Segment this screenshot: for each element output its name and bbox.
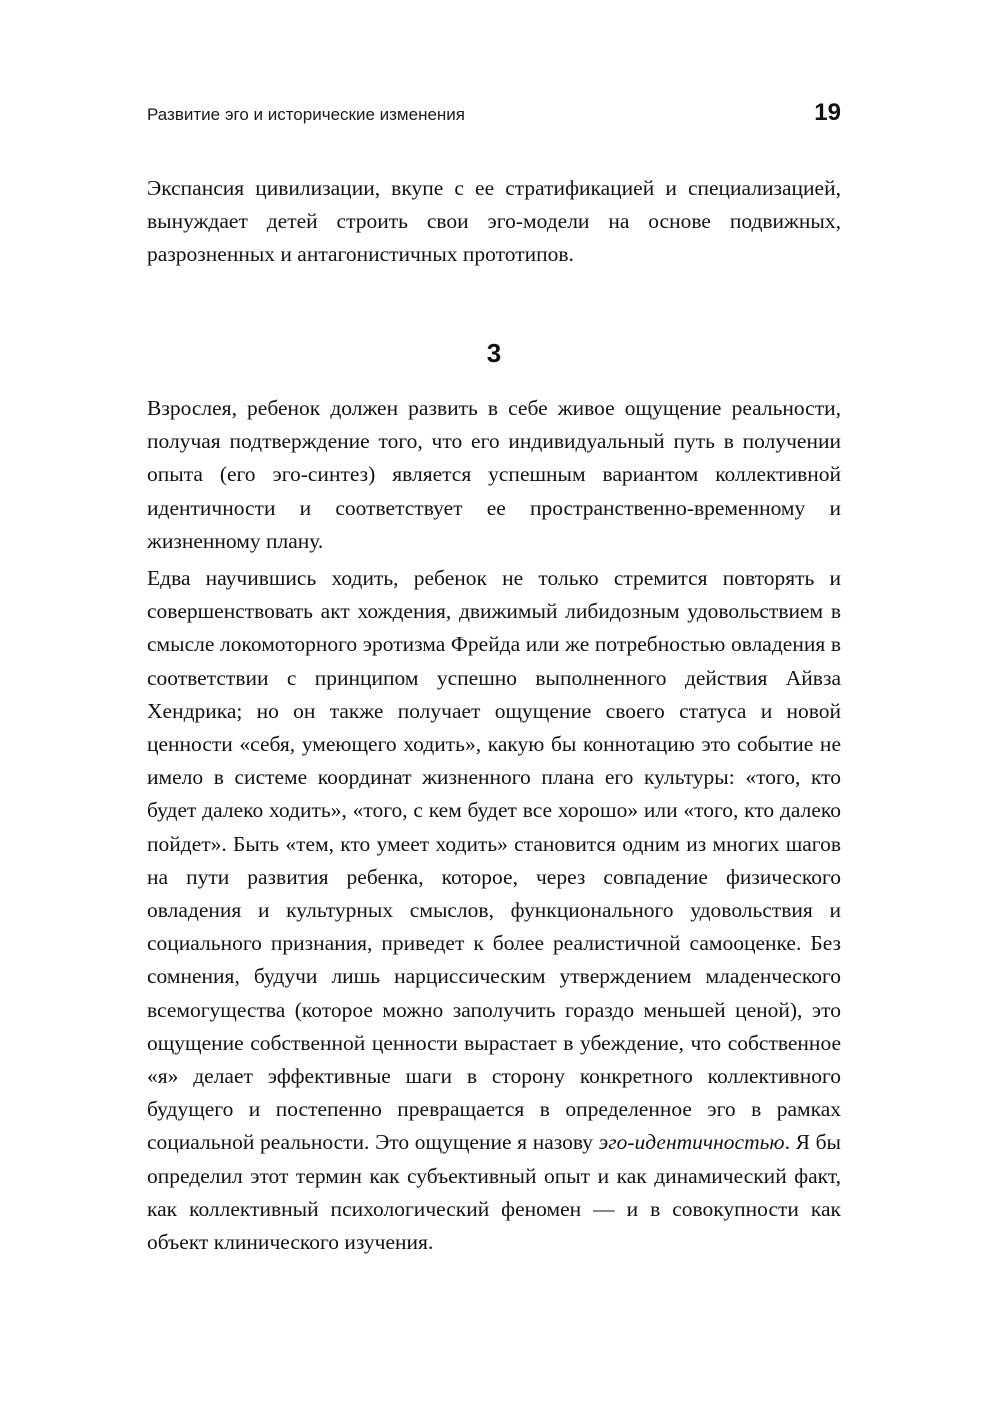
paragraph-expansion: Экспансия цивилизации, вкупе с ее стратификацией и специализацией, вынуждает детей строить свои эго-модели на основе подвижных, разрозненных и антагонистичных прототипов. xyxy=(147,176,841,267)
paragraph-walking xyxy=(147,562,841,1259)
ego-identity-term: эго-идентичностью xyxy=(598,1130,785,1155)
section-number: 3 xyxy=(486,338,502,368)
paragraph-growing-up: Взрослея, ребенок должен развить в себе живое ощущение реальности, получая подтверждение того, что его индивидуальный путь в получении опыта (его эго-синтез) является успешным вариантом коллективной идентичности и соответствует ее пространственно-временному и жизненному плану. xyxy=(147,396,841,553)
running-header xyxy=(147,101,841,133)
running-title: Развитие эго и исторические изменения xyxy=(147,105,466,124)
paragraph-walking-text-start: Едва научившись ходить, ребенок не только стремится повторять и совершенствовать акт хождения, движимый либидозным удовольствием в смысле локомоторного эротизма Фрейда или же потребностью овладения в соответствии с принципом успешно выполненного действия Айвза Хендрика; но он также получает ощущение своего статуса и новой ценности «себя, умеющего ходить», какую бы коннотацию это событие не имело в системе координат жизненного плана его культуры: «того, кто будет далеко ходить», «того, с кем будет все хорошо» или «того, кто далеко пойдет». Быть «тем, кто умеет ходить» становится одним из многих шагов на пути развития ребенка, которое, через совпадение физического овладения и культурных смыслов, функционального удовольствия и социального признания, приведет к более реалистичной самооценке. Без сомнения, будучи лишь нарциссическим утверждением младенческого всемогущества (которое можно заполучить гораздо меньшей ценой), это ощущение собственной ценности вырастает в убеждение, что собственное «я» делает эффективные шаги в сторону конкретного коллективного будущего и постепенно превращается в определенное эго в рамках социальной реальности. Это ощущение я назову xyxy=(147,566,841,1155)
page-number: 19 xyxy=(814,99,841,126)
paragraph-walking-text-end: . Я бы определил этот термин как субъективный опыт и как динамический факт, как коллективный психологический феномен — и в совокупности как объект клинического изучения. xyxy=(147,1130,842,1255)
